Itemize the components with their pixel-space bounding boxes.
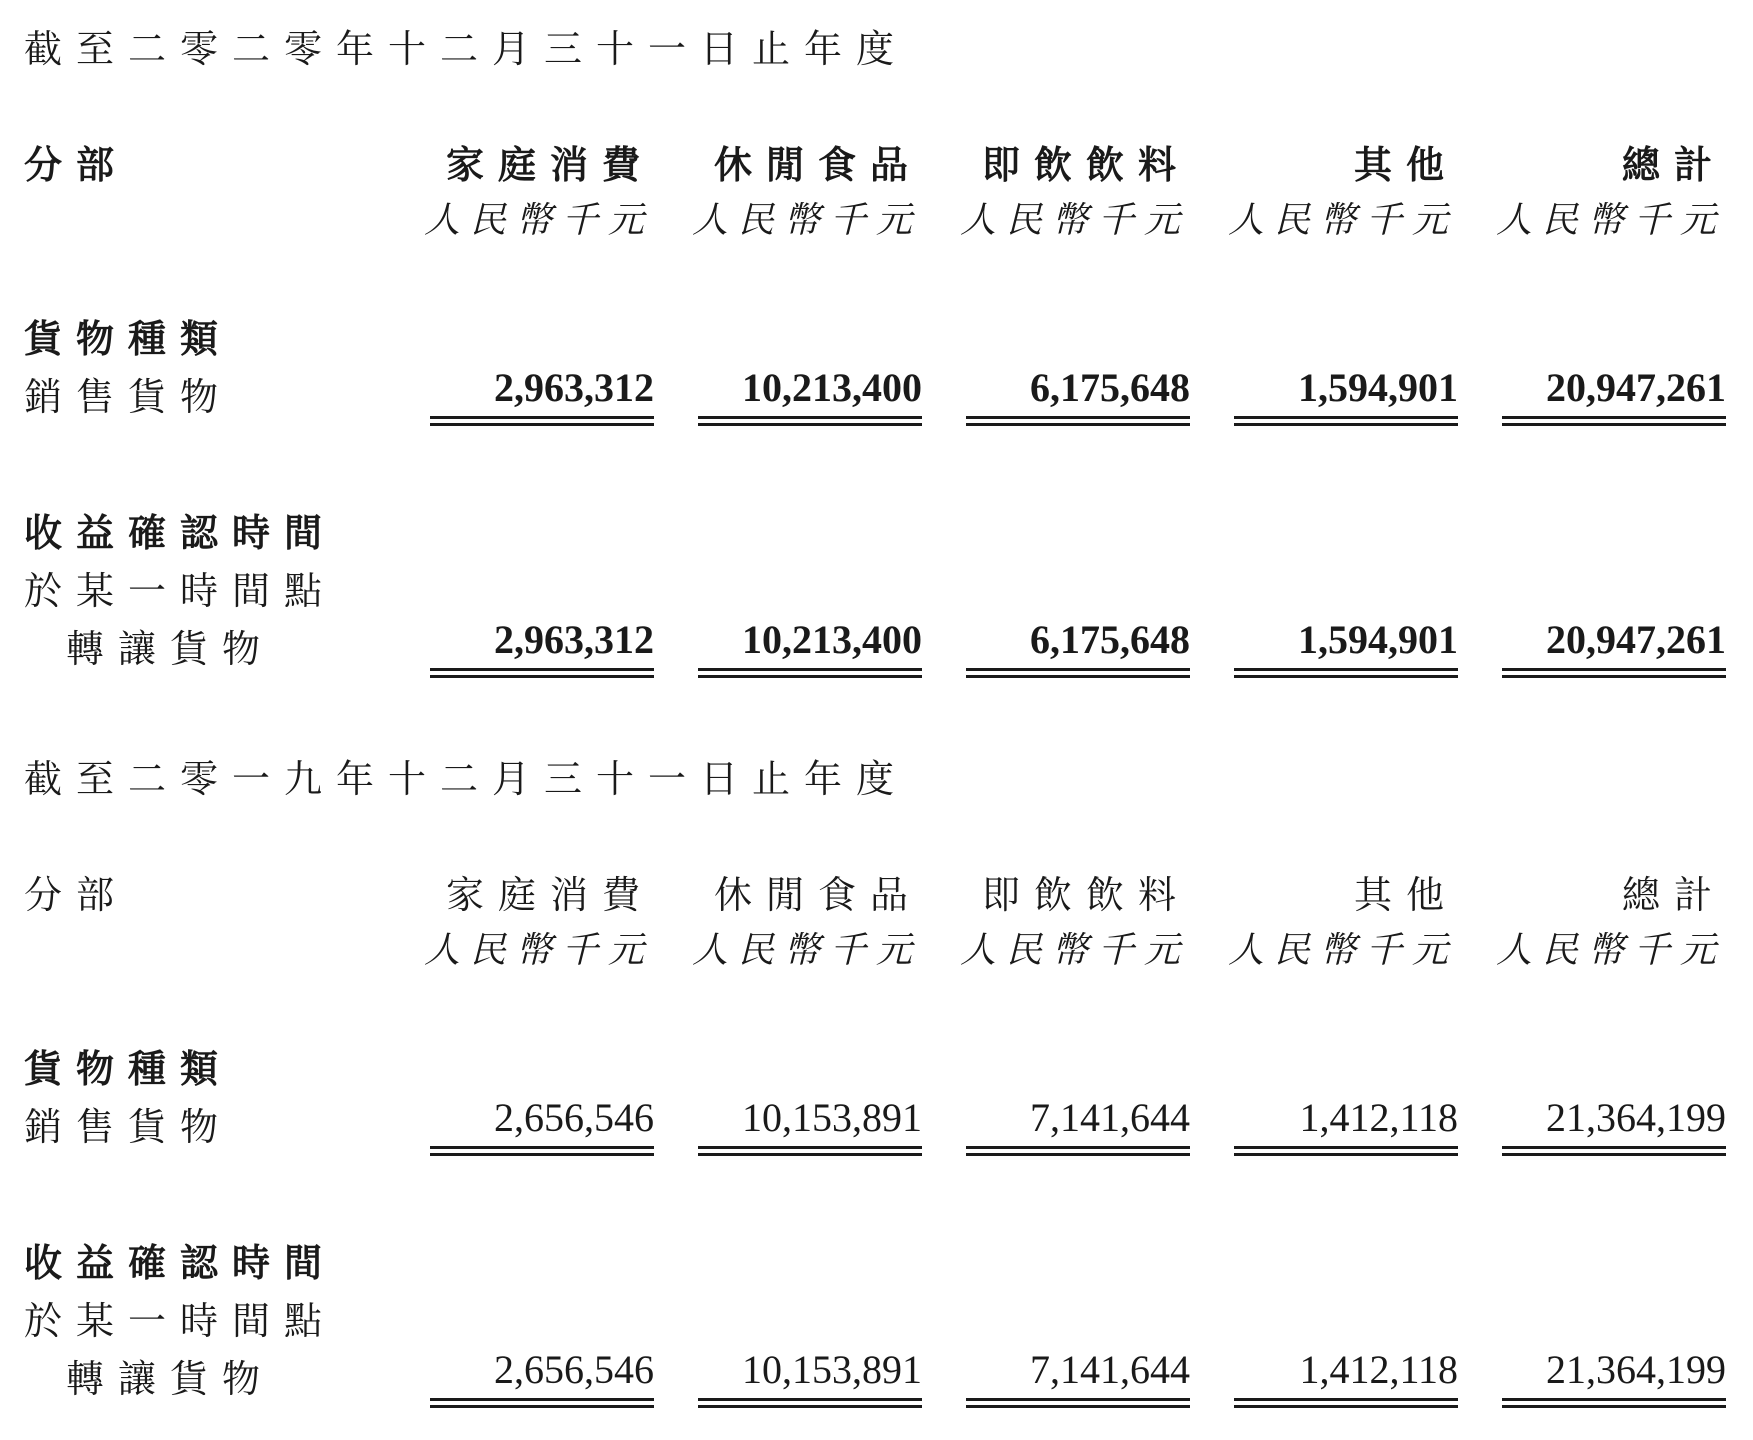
unit-label: 人民幣千元: [959, 200, 1190, 241]
timing-line-2: 轉讓貨物: [66, 1357, 275, 1401]
double-underline: [1502, 416, 1726, 426]
goods-row-label: 銷售貨物: [24, 1105, 233, 1149]
goods-type-heading: 貨物種類: [24, 1046, 233, 1091]
unit-label: 人民幣千元: [959, 930, 1190, 971]
double-underline: [698, 1146, 922, 1156]
goods-value: 6,175,648: [1030, 365, 1190, 410]
timing-value: 6,175,648: [1030, 617, 1190, 662]
timing-value: 2,963,312: [494, 617, 654, 662]
unit-label: 人民幣千元: [423, 930, 654, 971]
double-underline: [1234, 1398, 1458, 1408]
timing-line-2: 轉讓貨物: [66, 627, 275, 671]
goods-value: 1,412,118: [1299, 1095, 1458, 1140]
column-header: 其他: [1353, 142, 1458, 187]
year-title: 截至二零二零年十二月三十一日止年度: [24, 27, 909, 71]
column-header: 即飲飲料: [981, 142, 1190, 187]
timing-value: 10,213,400: [742, 617, 922, 662]
double-underline: [698, 668, 922, 678]
double-underline: [1234, 1146, 1458, 1156]
unit-label: 人民幣千元: [1495, 200, 1726, 241]
double-underline: [1502, 1146, 1726, 1156]
year-title: 截至二零一九年十二月三十一日止年度: [24, 757, 909, 801]
timing-value: 7,141,644: [1030, 1347, 1190, 1392]
double-underline: [1234, 416, 1458, 426]
double-underline: [430, 1146, 654, 1156]
double-underline: [966, 416, 1190, 426]
column-header: 其他: [1353, 873, 1458, 917]
double-underline: [430, 1398, 654, 1408]
timing-value: 10,153,891: [742, 1347, 922, 1392]
double-underline: [1234, 668, 1458, 678]
unit-label: 人民幣千元: [423, 200, 654, 241]
double-underline: [1502, 668, 1726, 678]
goods-type-heading: 貨物種類: [24, 316, 233, 361]
timing-value: 21,364,199: [1546, 1347, 1726, 1392]
double-underline: [698, 1398, 922, 1408]
column-header: 總計: [1621, 142, 1726, 187]
segment-label: 分部: [24, 142, 129, 187]
goods-row-label: 銷售貨物: [24, 375, 233, 419]
goods-value: 10,153,891: [742, 1095, 922, 1140]
timing-value: 2,656,546: [494, 1347, 654, 1392]
double-underline: [966, 668, 1190, 678]
unit-label: 人民幣千元: [1227, 930, 1458, 971]
column-header: 即飲飲料: [981, 873, 1190, 917]
goods-value: 7,141,644: [1030, 1095, 1190, 1140]
unit-label: 人民幣千元: [1495, 930, 1726, 971]
column-header: 家庭消費: [445, 873, 654, 917]
column-header: 休閒食品: [713, 873, 922, 917]
unit-label: 人民幣千元: [691, 200, 922, 241]
double-underline: [430, 668, 654, 678]
timing-line-1: 於某一時間點: [24, 569, 337, 613]
unit-label: 人民幣千元: [1227, 200, 1458, 241]
timing-value: 20,947,261: [1546, 617, 1726, 662]
segment-label: 分部: [24, 873, 129, 917]
unit-label: 人民幣千元: [691, 930, 922, 971]
timing-line-1: 於某一時間點: [24, 1299, 337, 1343]
column-header: 總計: [1621, 873, 1726, 917]
double-underline: [698, 416, 922, 426]
double-underline: [430, 416, 654, 426]
timing-heading: 收益確認時間: [24, 1240, 337, 1285]
goods-value: 10,213,400: [742, 365, 922, 410]
double-underline: [1502, 1398, 1726, 1408]
column-header: 休閒食品: [713, 142, 922, 187]
double-underline: [966, 1146, 1190, 1156]
goods-value: 20,947,261: [1546, 365, 1726, 410]
timing-value: 1,412,118: [1299, 1347, 1458, 1392]
timing-value: 1,594,901: [1298, 617, 1458, 662]
goods-value: 21,364,199: [1546, 1095, 1726, 1140]
goods-value: 2,656,546: [494, 1095, 654, 1140]
goods-value: 2,963,312: [494, 365, 654, 410]
column-header: 家庭消費: [445, 142, 654, 187]
double-underline: [966, 1398, 1190, 1408]
timing-heading: 收益確認時間: [24, 510, 337, 555]
goods-value: 1,594,901: [1298, 365, 1458, 410]
